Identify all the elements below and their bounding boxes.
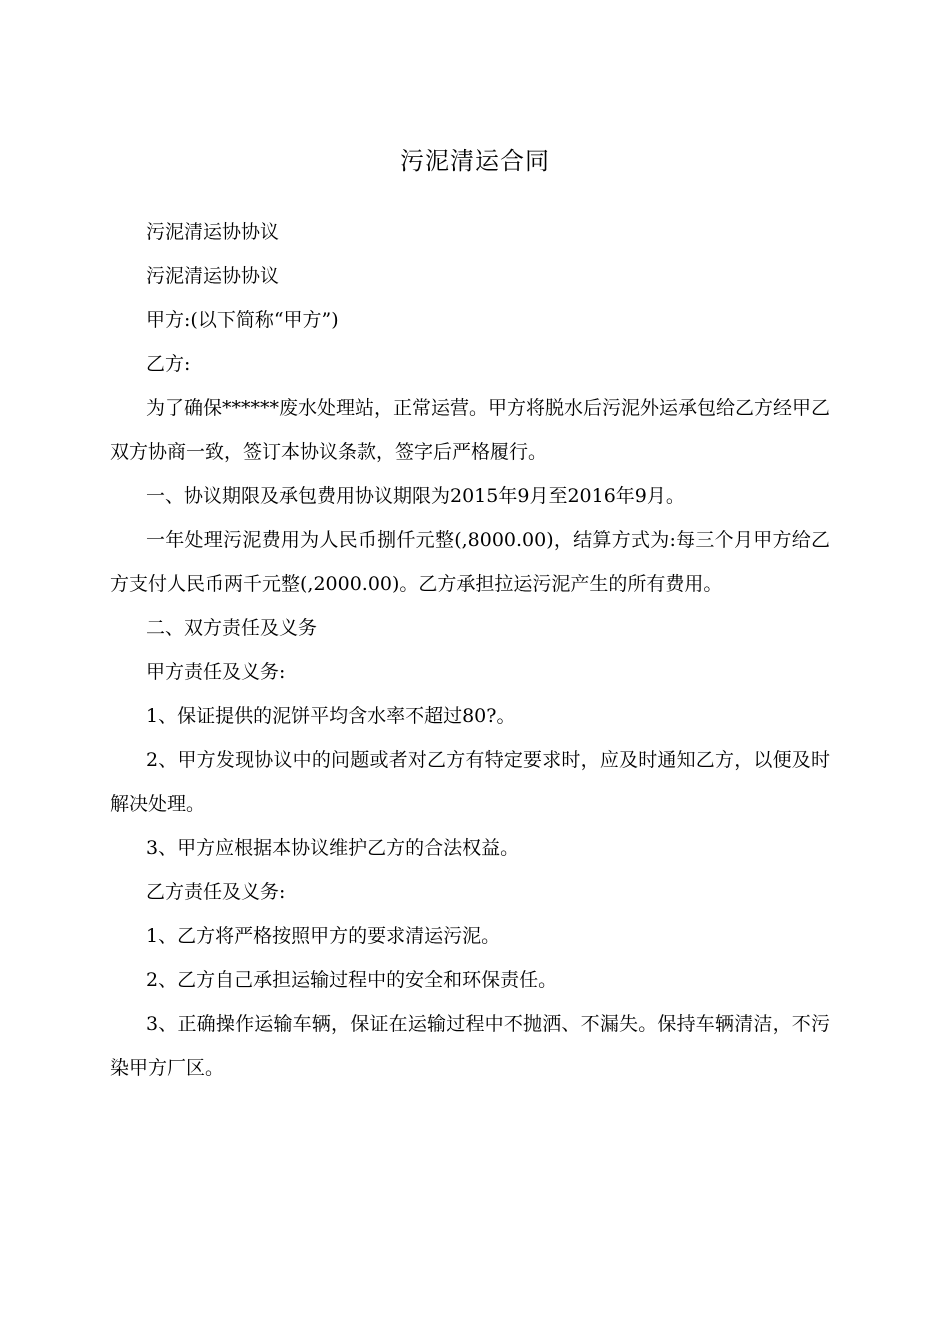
paragraph-party-a-duty-1: 1、保证提供的泥饼平均含水率不超过80?。	[146, 705, 516, 727]
paragraph-party-a: 甲方:(以下简称“甲方”)	[146, 309, 339, 331]
paragraph-term: 一、协议期限及承包费用协议期限为2015年9月至2016年9月。	[146, 485, 685, 507]
paragraph-subtitle-1: 污泥清运协协议	[146, 221, 280, 243]
paragraph-preamble: 为了确保******废水处理站，正常运营。甲方将脱水后污泥外运承包给乙方经甲乙双方协商一致，签订本协议条款，签字后严格履行。	[110, 397, 831, 463]
document-title: 污泥清运合同	[400, 147, 550, 175]
paragraph-party-b-duty-3: 3、正确操作运输车辆，保证在运输过程中不抛洒、不漏失。保持车辆清洁，不污染甲方厂区。	[110, 1013, 830, 1079]
paragraph-party-b-duty-2: 2、乙方自己承担运输过程中的安全和环保责任。	[146, 969, 558, 991]
paragraph-party-a-duty-3: 3、甲方应根据本协议维护乙方的合法权益。	[146, 837, 520, 859]
paragraph-party-b: 乙方:	[146, 353, 191, 375]
document-body	[110, 210, 830, 1090]
paragraph-section-2-heading: 二、双方责任及义务	[146, 617, 318, 639]
paragraph-fees: 一年处理污泥费用为人民币捌仟元整(,8000.00)，结算方式为:每三个月甲方给乙方支付人民币两千元整(,2000.00)。乙方承担拉运污泥产生的所有费用。	[110, 529, 830, 595]
paragraph-party-b-duties-heading: 乙方责任及义务:	[146, 881, 286, 903]
paragraph-party-b-duty-1: 1、乙方将严格按照甲方的要求清运污泥。	[146, 925, 501, 947]
paragraph-party-a-duties-heading: 甲方责任及义务:	[146, 661, 286, 683]
paragraph-subtitle-2: 污泥清运协协议	[146, 265, 280, 287]
paragraph-party-a-duty-2: 2、甲方发现协议中的问题或者对乙方有特定要求时，应及时通知乙方，以便及时解决处理。	[110, 749, 830, 815]
